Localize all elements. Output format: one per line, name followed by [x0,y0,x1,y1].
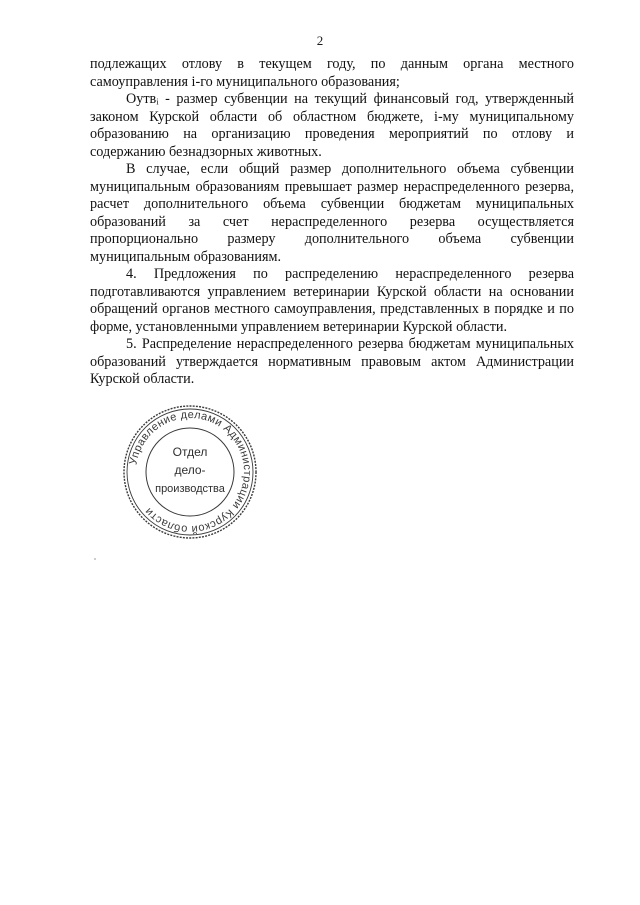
document-body [90,56,574,389]
department-stamp [120,402,260,542]
stamp-line-2: дело- [174,463,206,477]
paragraph-item-5: 5. Распределение нераспределенного резерва бюджетам муниципальных образований утверждается нормативным правовым актом Администрации Курской области. [90,336,574,387]
stamp-line-3: производства [155,483,225,495]
paragraph-definition: Оутвᵢ - размер субвенции на текущий финансовый год, утвержденный законом Курской области об областном бюджете, i-му муниципальному образованию на организацию проведения мероприятий по отлову и содержанию безнадзорных животных. [90,91,574,160]
stamp-line-1: Отдел [172,445,208,459]
paragraph-reserve-calculation: В случае, если общий размер дополнительного объема субвенции муниципальным образованиям превышает размер нераспределенного резерва, расчет дополнительного объема субвенции бюджетам муниципальных образований за счет нераспределенного резерва осуществляется пропорционально размеру дополнительного объема субвенции муниципальным образованиям. [90,161,574,265]
stamp-outer-text: Управление делами Администрации Курской области [127,408,254,536]
stamp-graphic [120,402,260,542]
paragraph-continuation: подлежащих отлову в текущем году, по данным органа местного самоуправления i-го муниципального образования; [90,56,574,90]
page-number: 2 [316,33,324,48]
scan-speck [94,558,96,560]
paragraph-item-4: 4. Предложения по распределению нераспределенного резерва подготавливаются управлением ветеринарии Курской области на основании обращений органов местного самоуправления, представленных в порядке и по форме, установленными управлением ветеринарии Курской области. [90,266,574,335]
